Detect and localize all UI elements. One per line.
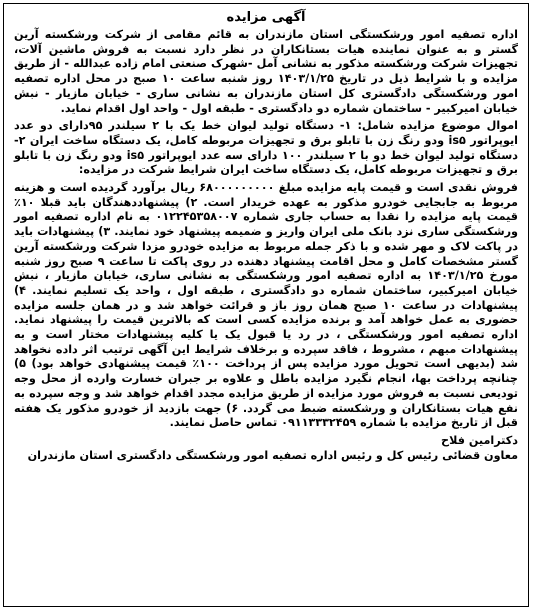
signature-title: معاون قضائی رئیس کل و رئیس اداره تصفیه امور ورشکستگی دادگستری استان مازندران xyxy=(27,448,518,462)
notice-title: آگهی مزایده xyxy=(226,10,306,25)
notice-conditions-paragraph: فروش نقدی است و قیمت پایه مزایده مبلغ ۶۸۰۰۰۰۰۰۰۰۰ ریال برآورد گردیده است و هزینه مربوط به جابجایی خودرو مذکور به عهده خریدار است. ۲) پیشنهاددهندگان باید قبلا ۱۰٪ قیمت پایه مزایده را نقدا به حساب جاری شماره ۰۱۲۲۴۵۳۵۸۰۰۷ به نام اداره تصفیه امور ورشکستگی ساری نزد بانک ملی ایران واریز و ضمیمه پیشنهاد خود نمایند. ۳) پیشنهادات باید در پاکت لاک و مهر شده و با ذکر جمله مربوط به مزایده خودرو مزدا شرکت ورشکسته آرین گستر مشخصات کامل و محل اقامت پیشنهاد دهنده در روی پاکت تا ساعت ۹ صبح روز شنبه مورخ ۱۴۰۳/۱/۲۵ به اداره تصفیه امور ورشکستگی به نشانی ساری، خیابان مازیار ، نبش خیابان امیرکبیر، ساختمان شماره دو دادگستری ، طبقه اول ، واحد یک تسلیم نمایند. ۴) پیشنهادات در ساعت ۱۰ صبح همان روز باز و قرائت خواهد شد و در همان جلسه مزایده حضوری به عمل خواهد آمد و برنده مزایده کسی است که بالاترین قیمت را پیشنهاد نماید. اداره تصفیه امور ورشکستگی ، در رد یا قبول یک یا کلیه پیشنهادات مختار است و به پیشنهادات مبهم ، مشروط ، فاقد سپرده و برخلاف شرایط این آگهی ترتیب اثر داده نخواهد شد (بدیهی است تحویل مورد مزایده پس از پرداخت ۱۰۰٪ قیمت پیشنهادی خواهد بود) ۵) چنانچه پرداخت بها، انجام نگیرد مزایده باطل و علاوه بر جبران خسارت وارده از محل وجه تودیعی نسبت به فروش مورد مزایده از طریق مزایده مجدد اقدام خواهد شد و وجه سپرده به نفع هیات بستانکاران و ورشکسته ضبط می گردد. ۶) جهت بازدید از خودرو مذکور یک هفته قبل از تاریخ مزایده با شماره ۰۹۱۱۳۳۳۲۴۵۹ تماس حاصل نمایند. xyxy=(14,181,519,430)
auction-notice xyxy=(3,3,529,607)
notice-body xyxy=(4,28,528,431)
signature-block xyxy=(4,434,528,463)
signature-name: دکترامین فلاح xyxy=(441,433,518,447)
notice-intro-paragraph: اداره تصفیه امور ورشکستگی استان مازندران به قائم مقامی از شرکت ورشکسته آرین گستر و به عنوان نماینده هیات بستانکاران در نظر دارد نسبت به فروش ماشین آلات، تجهیزات شرکت ورشکسته مذکور به نشانی آمل -شهرک صنعتی امام زاده عبدالله - از طریق مزایده و با شرایط ذیل در تاریخ ۱۴۰۳/۱/۲۵ روز شنبه ساعت ۱۰ صبح در محل اداره تصفیه امور ورشکستگی دادگستری کل استان مازندران به نشانی ساری - خیابان مازیار - نبش خیابان امیرکبیر - ساختمان شماره دو دادگستری - طبقه اول - واحد اول اقدام نماید. xyxy=(14,28,518,115)
notice-items-paragraph: اموال موضوع مزایده شامل: ۱- دستگاه تولید لیوان خط یک با ۲ سیلندر ۹۵دارای دو عدد ایوپراتور is۵ ودو رنگ زن با تابلو برق و تجهیزات مربوطه کامل، یک دستگاه ساخت ایران ۲- دستگاه تولید لیوان خط دو با ۲ سیلندر ۱۰۰ دارای سه عدد ایوپراتور is۵ ودو رنگ زن با تابلو برق و تجهیزات مربوطه کامل، یک دستگاه ساخت ایران شرایط شرکت در مزایده: xyxy=(14,119,518,177)
